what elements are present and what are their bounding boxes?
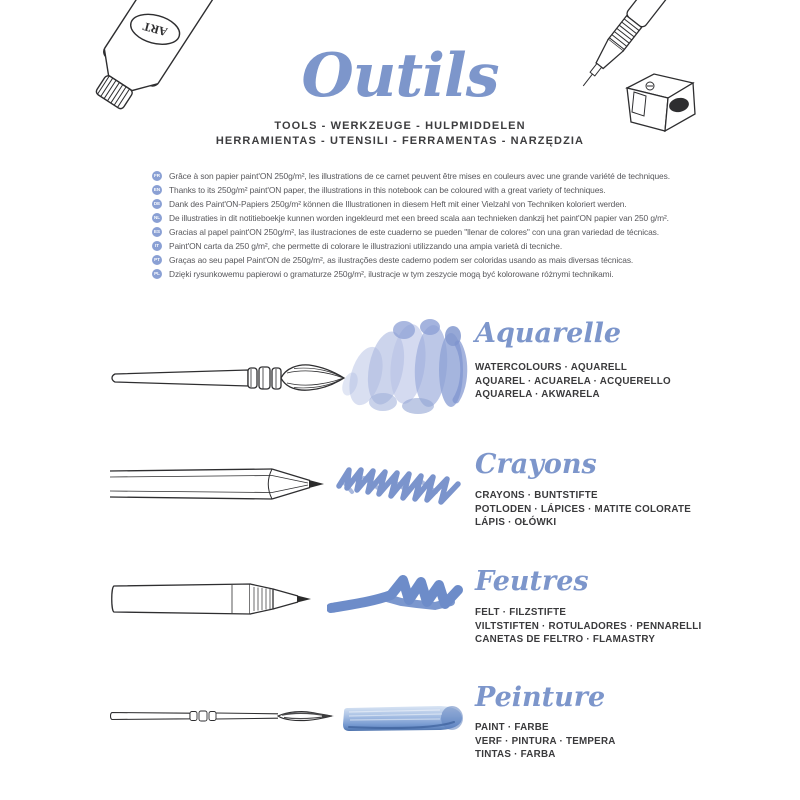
section-translations-peinture	[475, 721, 725, 762]
language-badge-pt: PT	[152, 255, 162, 265]
section-title-aquarelle: Aquarelle	[475, 318, 622, 349]
translation-line: AQUAREL · ACUARELA · ACQUERELLO	[475, 375, 671, 387]
language-badge-de: DE	[152, 199, 162, 209]
intro-line-es	[152, 226, 672, 240]
translation-line: CRAYONS · BUNTSTIFTE	[475, 490, 598, 501]
language-badge-fr: FR	[152, 171, 162, 181]
svg-text:ART: ART	[141, 19, 169, 40]
intro-text-nl: De illustraties in dit notitieboekje kunnen worden ingekleurd met een breed scala aan technieken dankzij het paint'ON papier van 250 g/m².	[169, 213, 669, 223]
intro-line-fr	[152, 170, 672, 184]
translation-line: TINTAS · FARBA	[475, 749, 556, 760]
language-badge-pl: PL	[152, 269, 162, 279]
translation-line: FELT · FILZSTIFTE	[475, 607, 567, 618]
translation-line: PAINT · FARBE	[475, 722, 549, 733]
paint-stroke	[340, 700, 467, 738]
intro-line-pl	[152, 268, 672, 282]
intro-paragraph	[152, 170, 672, 282]
intro-text-pl: Dzięki rysunkowemu papierowi o gramaturze 250g/m², ilustracje w tym zeszycie mogą być kolorowane różnymi technikami.	[169, 269, 614, 279]
section-title-feutres: Feutres	[475, 566, 589, 597]
pencil-icon	[110, 462, 337, 506]
subtitle-line1: TOOLS - WERKZEUGE - HULPMIDDELEN	[274, 120, 526, 132]
intro-line-it	[152, 240, 672, 254]
translation-line: AQUARELA · AKWARELA	[475, 389, 600, 400]
intro-text-de: Dank des Paint'ON-Papiers 250g/m² können die Illustrationen in diesem Heft mit einer Vielzahl von Techniken koloriert werden.	[169, 199, 627, 209]
intro-text-it: Paint'ON carta da 250 g/m², che permette di colorare le illustrazioni utilizzando una ampia varietà di tecniche.	[169, 241, 563, 251]
section-translations-crayons	[475, 489, 725, 530]
watercolour-wash	[338, 314, 470, 418]
crayon-scribble	[334, 458, 464, 508]
language-badge-nl: NL	[152, 213, 162, 223]
translation-line: LÁPIS · OŁÓWKI	[475, 517, 557, 528]
subtitle-line2: HERRAMIENTAS - UTENSILI - FERRAMENTAS - NARZĘDZIA	[215, 135, 585, 147]
intro-text-pt: Graças ao seu papel Paint'ON de 250g/m², as ilustrações deste caderno podem ser coloridas usando as mais diversas técnicas.	[169, 255, 634, 265]
intro-line-en	[152, 184, 672, 198]
translation-line: CANETAS DE FELTRO · FLAMASTRY	[475, 634, 656, 645]
intro-text-es: Gracias al papel paint'ON 250g/m², las ilustraciones de este cuaderno se pueden "llenar de colores" con una gran variedad de técnicas.	[169, 227, 659, 237]
translation-line: POTLODEN · LÁPICES · MATITE COLORATE	[475, 503, 691, 515]
section-title-crayons: Crayons	[475, 449, 597, 480]
felt-pen-stroke	[327, 568, 467, 626]
language-badge-it: IT	[152, 241, 162, 251]
felt-pen-icon	[110, 577, 327, 623]
round-paint-brush-icon	[110, 700, 337, 734]
watercolour-brush-icon	[110, 352, 347, 410]
translation-line: VILTSTIFTEN · ROTULADORES · PENNARELLI	[475, 620, 702, 632]
translation-line: WATERCOLOURS · AQUARELL	[475, 362, 628, 373]
translation-line: VERF · PINTURA · TEMPERA	[475, 735, 616, 747]
language-badge-en: EN	[152, 185, 162, 195]
intro-text-fr: Grâce à son papier paint'ON 250g/m², les illustrations de ce carnet peuvent être mises en couleurs avec une grande variété de techniques.	[169, 171, 670, 181]
section-title-peinture: Peinture	[475, 682, 606, 713]
intro-line-pt	[152, 254, 672, 268]
section-translations-aquarelle	[475, 361, 725, 402]
page-title: Outils	[301, 41, 499, 111]
language-badge-es: ES	[152, 227, 162, 237]
section-translations-feutres	[475, 606, 725, 647]
intro-line-de	[152, 198, 672, 212]
intro-line-nl	[152, 212, 672, 226]
intro-text-en: Thanks to its 250g/m² paint'ON paper, the illustrations in this notebook can be coloured with a great variety of techniques.	[169, 185, 606, 195]
